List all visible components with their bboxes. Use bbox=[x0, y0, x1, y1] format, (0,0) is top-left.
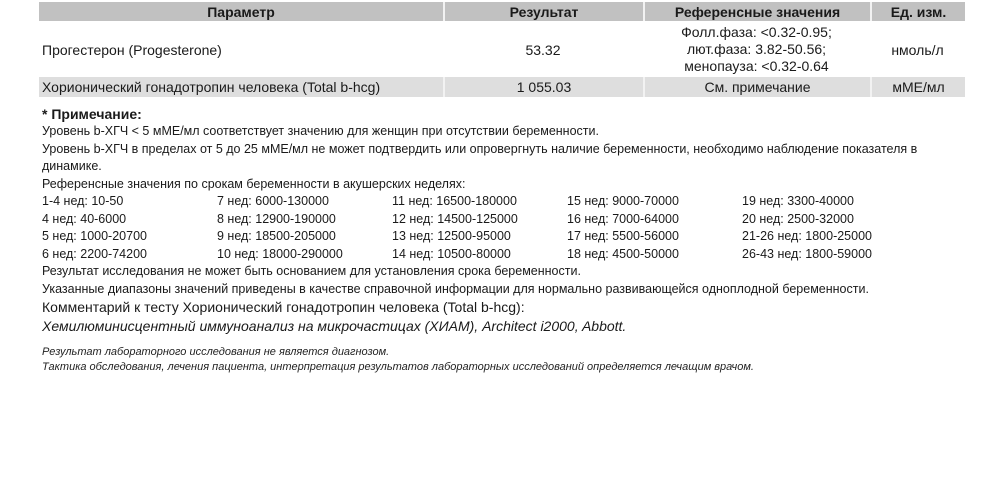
week-range: 20 нед: 2500-32000 bbox=[742, 211, 854, 226]
notes-section bbox=[42, 105, 972, 336]
week-range: 13 нед: 12500-95000 bbox=[392, 229, 511, 243]
week-range: 15 нед: 9000-70000 bbox=[567, 194, 679, 208]
week-range: 6 нед: 2200-74200 bbox=[42, 246, 147, 261]
week-range: 1-4 нед: 10-50 bbox=[42, 194, 124, 208]
reference-line: лют.фаза: 3.82-50.56; bbox=[686, 41, 827, 57]
disclaimer-line: Тактика обследования, лечения пациента, интерпретация результатов лабораторных исследований определяется лечащим врачом. bbox=[42, 361, 754, 373]
week-range: 26-43 нед: 1800-59000 bbox=[742, 246, 872, 261]
week-range: 5 нед: 1000-20700 bbox=[42, 229, 147, 243]
parameter-name: Хорионический гонадотропин человека (Total b-hcg) bbox=[42, 79, 381, 95]
header-unit: Ед. изм. bbox=[870, 2, 965, 21]
table-header bbox=[39, 2, 965, 21]
results-table bbox=[39, 2, 965, 97]
reference-line: менопауза: <0.32-0.64 bbox=[684, 58, 829, 74]
disclaimer-line: Результат лабораторного исследования не является диагнозом. bbox=[42, 346, 390, 358]
table-row-hcg bbox=[39, 77, 965, 97]
note-line: Указанные диапазоны значений приведены в качестве справочной информации для нормально развивающейся одноплодной беременности. bbox=[42, 281, 869, 296]
week-range: 9 нед: 18500-205000 bbox=[217, 229, 336, 243]
disclaimer bbox=[42, 345, 754, 375]
unit: мМЕ/мл bbox=[870, 77, 965, 97]
week-range: 12 нед: 14500-125000 bbox=[392, 211, 518, 226]
note-line: Уровень b-ХГЧ < 5 мМЕ/мл соответствует значению для женщин при отсутствии беременности. bbox=[42, 124, 599, 138]
test-method: Хемилюминисцентный иммуноанализ на микрочастицах (ХИАМ), Architect i2000, Abbott. bbox=[42, 318, 627, 334]
note-line: Результат исследования не может быть основанием для установления срока беременности. bbox=[42, 264, 581, 278]
notes-title: * Примечание: bbox=[42, 106, 142, 122]
header-parameter: Параметр bbox=[207, 3, 275, 20]
week-range: 11 нед: 16500-180000 bbox=[392, 194, 517, 208]
reference-range: См. примечание bbox=[643, 77, 870, 97]
parameter-name: Прогестерон (Progesterone) bbox=[42, 41, 222, 58]
week-range: 19 нед: 3300-40000 bbox=[742, 194, 854, 208]
week-range: 21-26 нед: 1800-25000 bbox=[742, 229, 872, 243]
result-value: 53.32 bbox=[525, 41, 561, 58]
reference-range bbox=[643, 23, 870, 76]
header-result: Результат bbox=[443, 2, 643, 21]
test-comment: Комментарий к тесту Хорионический гонадотропин человека (Total b-hcg): bbox=[42, 299, 525, 315]
week-range: 14 нед: 10500-80000 bbox=[392, 246, 511, 261]
week-range: 16 нед: 7000-64000 bbox=[567, 211, 679, 226]
note-line: Референсные значения по срокам беременности в акушерских неделях: bbox=[42, 176, 466, 191]
table-row-progesterone bbox=[39, 23, 965, 76]
week-range: 18 нед: 4500-50000 bbox=[567, 246, 679, 261]
week-range: 4 нед: 40-6000 bbox=[42, 211, 127, 226]
unit: нмоль/л bbox=[891, 41, 944, 58]
reference-line: Фолл.фаза: <0.32-0.95; bbox=[681, 24, 832, 40]
note-line: Уровень b-ХГЧ в пределах от 5 до 25 мМЕ/мл не может подтвердить или опровергнуть наличие беременности, необходимо наблюдение показателя в динамике. bbox=[42, 141, 918, 173]
week-range: 10 нед: 18000-290000 bbox=[217, 246, 343, 261]
pregnancy-weeks-grid bbox=[42, 193, 972, 263]
result-value: 1 055.03 bbox=[443, 77, 643, 97]
week-range: 17 нед: 5500-56000 bbox=[567, 229, 679, 243]
week-range: 7 нед: 6000-130000 bbox=[217, 194, 329, 208]
header-reference: Референсные значения bbox=[643, 2, 870, 21]
week-range: 8 нед: 12900-190000 bbox=[217, 211, 336, 226]
